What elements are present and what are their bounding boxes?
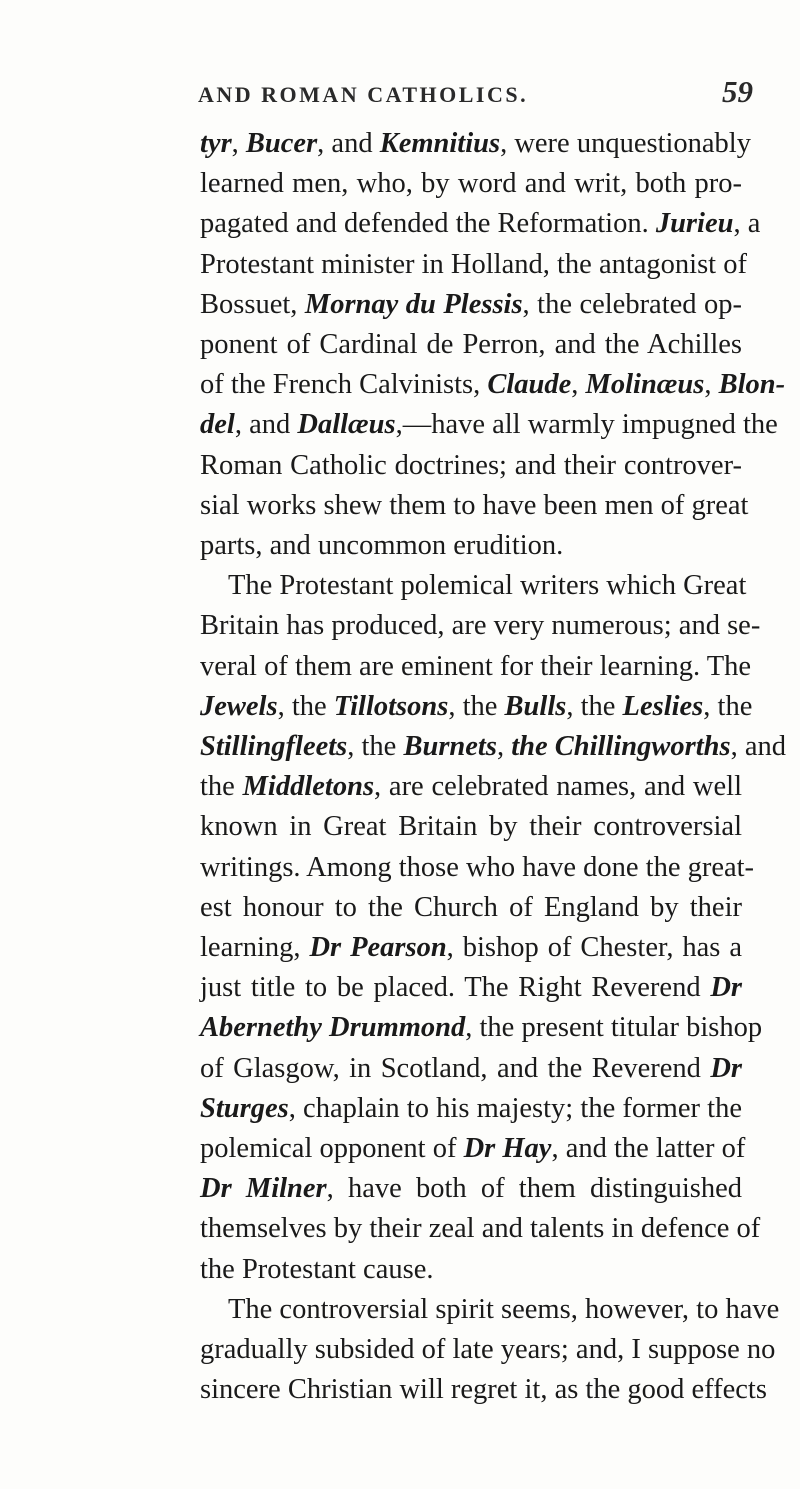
text-line xyxy=(200,446,742,486)
text-run: the Protestant cause. xyxy=(200,1253,434,1285)
text-line xyxy=(200,365,786,405)
text-run: pagated and defended the Reformation. xyxy=(200,208,656,240)
text-run: known in Great Britain by their controversial xyxy=(200,811,742,843)
italic-name: Bucer xyxy=(245,128,318,159)
page-number: 59 xyxy=(722,74,753,109)
text-run: the xyxy=(200,771,243,803)
text-line xyxy=(200,164,742,204)
italic-name: Abernethy Drummond xyxy=(200,1012,466,1044)
italic-name: Kemnitius xyxy=(379,128,501,159)
text-run: , the xyxy=(347,731,404,762)
text-run: Bossuet, xyxy=(200,288,305,320)
text-run: veral of them are eminent for their learning. The xyxy=(200,650,752,682)
text-run: , xyxy=(571,369,586,401)
running-head xyxy=(0,72,800,112)
italic-name: Dr xyxy=(710,1052,742,1084)
text-line xyxy=(200,1250,433,1290)
text-line xyxy=(228,1290,780,1330)
text-line xyxy=(200,848,755,888)
text-run: , a xyxy=(733,208,761,240)
text-line xyxy=(200,968,742,1008)
text-run: , xyxy=(231,128,246,159)
italic-name: Dr Milner xyxy=(200,1173,327,1205)
text-run: of the French Calvinists, xyxy=(200,369,488,401)
text-run: , the present titular bishop xyxy=(465,1012,763,1044)
text-line xyxy=(200,486,749,526)
text-run: , xyxy=(704,369,719,401)
text-run: of Glasgow, in Scotland, and the Reverend xyxy=(200,1052,711,1084)
text-run: writings. Among those who have done the great- xyxy=(200,851,755,883)
text-line xyxy=(200,1129,746,1169)
text-line xyxy=(228,566,747,606)
text-line xyxy=(200,526,563,566)
text-run: , and xyxy=(234,409,298,441)
text-line xyxy=(200,928,742,968)
text-run: , the xyxy=(277,690,334,722)
italic-name: Tillotsons xyxy=(333,690,449,722)
text-run: Britain has produced, are very numerous; and se- xyxy=(200,610,761,642)
text-line xyxy=(200,807,742,847)
running-title: AND ROMAN CATHOLICS. xyxy=(198,82,529,107)
text-line xyxy=(200,727,786,767)
text-line xyxy=(200,888,742,928)
text-run: , and xyxy=(730,731,786,762)
text-run: est honour to the Church of England by their xyxy=(200,891,742,923)
italic-name: Molinæus xyxy=(585,369,705,401)
italic-name: Jurieu xyxy=(655,208,734,240)
italic-name: tyr xyxy=(200,128,232,159)
italic-name: Leslies xyxy=(622,690,704,722)
text-line xyxy=(200,1330,776,1370)
italic-name: Dallæus xyxy=(297,409,396,441)
text-run: learning, xyxy=(200,932,310,963)
text-run: , the xyxy=(566,690,623,722)
italic-name: Jewels xyxy=(200,690,278,722)
text-run: Protestant minister in Holland, the antagonist of xyxy=(200,248,747,280)
italic-name: Dr Hay xyxy=(463,1133,552,1164)
text-line xyxy=(200,767,742,807)
text-run: , have both of them distinguished xyxy=(326,1173,742,1205)
text-line xyxy=(200,1049,742,1089)
text-run: , the xyxy=(448,690,505,722)
text-run: just title to be placed. The Right Reverend xyxy=(200,972,711,1004)
italic-name: del xyxy=(200,409,235,441)
text-line xyxy=(200,1089,742,1129)
text-line xyxy=(200,1169,742,1209)
text-run: , xyxy=(496,731,512,762)
text-run: parts, and uncommon erudition. xyxy=(200,530,564,561)
text-run: themselves by their zeal and talents in defence of xyxy=(200,1213,761,1245)
italic-name: Dr xyxy=(710,972,742,1004)
italic-name: Sturges xyxy=(200,1092,289,1124)
text-line xyxy=(200,124,751,164)
text-run: , bishop of Chester, has a xyxy=(446,932,742,963)
text-line xyxy=(200,285,742,325)
italic-name: Stillingfleets xyxy=(200,731,348,762)
text-run: polemical opponent of xyxy=(200,1133,464,1164)
text-run: ,—have all warmly impugned the xyxy=(395,409,778,441)
text-run: , the celebrated op- xyxy=(522,288,743,320)
italic-name: Claude xyxy=(487,369,572,401)
italic-name: Middletons xyxy=(242,771,375,803)
text-run: Roman Catholic doctrines; and their controver- xyxy=(200,449,742,481)
text-run: , the xyxy=(703,690,753,722)
text-run: , were unquestionably xyxy=(500,128,751,159)
text-line xyxy=(200,606,761,646)
text-run: , and xyxy=(317,128,380,159)
text-run: , and the latter of xyxy=(551,1133,746,1164)
italic-name: the Chillingworths xyxy=(511,731,731,762)
text-run: learned men, who, by word and writ, both pro- xyxy=(200,168,742,200)
text-line xyxy=(200,1370,767,1410)
text-run: , chaplain to his majesty; the former the xyxy=(288,1092,742,1124)
text-run: sincere Christian will regret it, as the good effects xyxy=(200,1374,767,1406)
italic-name: Burnets xyxy=(403,731,497,762)
text-line xyxy=(200,204,761,244)
text-line xyxy=(200,687,753,727)
text-run: gradually subsided of late years; and, I suppose no xyxy=(200,1334,776,1365)
text-run: ponent of Cardinal de Perron, and the Achilles xyxy=(200,329,742,360)
text-line xyxy=(200,1008,763,1048)
text-run: The controversial spirit seems, however, to have xyxy=(228,1293,780,1325)
text-line xyxy=(200,647,752,687)
text-run: sial works shew them to have been men of great xyxy=(200,489,749,521)
italic-name: Bulls xyxy=(504,690,567,722)
italic-name: Blon- xyxy=(718,369,786,401)
text-line xyxy=(200,1209,761,1249)
italic-name: Mornay du Plessis xyxy=(304,288,523,320)
italic-name: Dr Pearson xyxy=(309,932,447,963)
text-line xyxy=(200,245,747,285)
text-run: The Protestant polemical writers which Great xyxy=(228,570,747,602)
text-line xyxy=(200,405,778,445)
text-line xyxy=(200,325,742,365)
text-run: , are celebrated names, and well xyxy=(374,771,742,803)
